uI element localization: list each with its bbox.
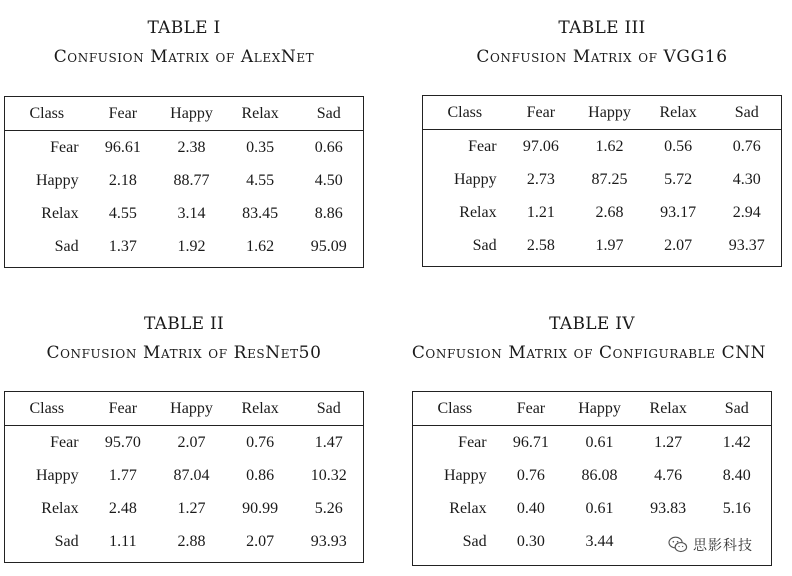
column-header: Fear (89, 97, 158, 131)
table-cell: 0.86 (246, 466, 275, 484)
table-cell: 95.09 (310, 237, 347, 255)
column-header: Happy (565, 392, 634, 426)
table-cell: 1.62 (595, 137, 624, 155)
table-cell: 10.32 (310, 466, 347, 484)
table-cell: 5.16 (722, 499, 751, 517)
table-cell: 2.73 (526, 170, 555, 188)
table-cell: 1.62 (246, 237, 275, 255)
table-cell: 3.44 (585, 532, 614, 550)
table-cell: 2.07 (664, 236, 693, 254)
table-caption: Confusion Matrix of VGG16 (476, 47, 728, 67)
table-cell: 4.50 (314, 171, 343, 189)
table-cell: 3.14 (177, 204, 206, 222)
row-class-label: Relax (41, 499, 79, 517)
table-cell: 1.47 (314, 433, 343, 451)
table-header-row (413, 392, 771, 426)
column-header: Happy (575, 96, 644, 130)
table-cell: 0.61 (585, 433, 614, 451)
table-cell: 2.18 (108, 171, 137, 189)
row-class-label: Sad (462, 532, 487, 550)
row-class-label: Relax (449, 499, 487, 517)
row-class-label: Fear (50, 433, 79, 451)
table-cell: 4.76 (654, 466, 683, 484)
table-row (5, 492, 363, 525)
table-cell: 83.45 (242, 204, 279, 222)
confusion-matrix-table (4, 391, 364, 563)
row-class-label: Fear (458, 433, 487, 451)
table-row (413, 426, 771, 460)
table-cell: 87.04 (173, 466, 210, 484)
row-class-label: Sad (54, 532, 79, 550)
table-row (423, 196, 781, 229)
table-row (423, 163, 781, 196)
table-cell: 2.48 (108, 499, 137, 517)
column-header: Relax (226, 97, 295, 131)
table-row (413, 459, 771, 492)
column-header: Relax (644, 96, 713, 130)
row-class-label: Happy (35, 466, 79, 484)
table-cell: 5.26 (314, 499, 343, 517)
table-cell: 93.93 (310, 532, 347, 550)
table-cell: 5.72 (664, 170, 693, 188)
row-class-label: Fear (468, 137, 497, 155)
table-row (5, 131, 363, 165)
table-cell: 2.07 (246, 532, 275, 550)
row-class-label: Happy (35, 171, 79, 189)
table-label: TABLE IV (549, 314, 635, 334)
table-cell: 1.21 (526, 203, 555, 221)
column-header: Fear (89, 392, 158, 426)
column-header: Sad (712, 96, 781, 130)
table-4-block (412, 312, 772, 564)
row-class-label: Fear (50, 138, 79, 156)
column-header: Sad (294, 392, 363, 426)
table-1-block (4, 16, 364, 268)
table-cell: 1.77 (108, 466, 137, 484)
column-header: Fear (497, 392, 566, 426)
table-cell: 0.66 (314, 138, 343, 156)
table-cell: 1.27 (177, 499, 206, 517)
table-cell: 1.11 (109, 532, 137, 550)
table-cell: 8.40 (722, 466, 751, 484)
table-cell: 88.77 (173, 171, 210, 189)
table-row (413, 492, 771, 525)
table-cell: 96.61 (104, 138, 141, 156)
confusion-matrix-table (4, 96, 364, 268)
table-cell: 0.76 (516, 466, 545, 484)
table-cell: 93.83 (650, 499, 687, 517)
row-class-label: Sad (472, 236, 497, 254)
column-header: Happy (157, 97, 226, 131)
table-cell: 2.88 (177, 532, 206, 550)
table-caption: Confusion Matrix of Configurable CNN (411, 343, 767, 363)
table-cell: 2.94 (732, 203, 761, 221)
table-header-row (423, 96, 781, 130)
table-cell: 1.92 (177, 237, 206, 255)
table-cell: 0.35 (246, 138, 275, 156)
table-cell: 0.40 (516, 499, 545, 517)
wechat-icon (668, 536, 688, 554)
table-cell: 0.76 (732, 137, 761, 155)
table-cell: 1.97 (595, 236, 624, 254)
table-caption: Confusion Matrix of ResNet50 (46, 343, 322, 363)
confusion-matrix-table (422, 95, 782, 267)
column-header: Relax (634, 392, 703, 426)
row-class-label: Happy (453, 170, 497, 188)
table-row (5, 426, 363, 460)
table-cell: 1.37 (108, 237, 137, 255)
table-header-row (5, 97, 363, 131)
table-label: TABLE III (558, 18, 646, 38)
table-row (5, 164, 363, 197)
table-cell: 4.55 (246, 171, 275, 189)
table-row (423, 130, 781, 164)
column-header: Class (423, 96, 507, 130)
table-cell: 2.58 (526, 236, 555, 254)
table-cell: 0.56 (664, 137, 693, 155)
column-header: Happy (157, 392, 226, 426)
table-cell: 2.68 (595, 203, 624, 221)
column-header: Sad (702, 392, 771, 426)
column-header: Sad (294, 97, 363, 131)
table-caption: Confusion Matrix of AlexNet (53, 47, 315, 67)
table-2-block (4, 312, 364, 564)
table-3-block (422, 16, 782, 268)
row-class-label: Sad (54, 237, 79, 255)
column-header: Fear (507, 96, 576, 130)
row-class-label: Relax (459, 203, 497, 221)
table-cell: 93.17 (660, 203, 697, 221)
table-cell: 1.42 (722, 433, 751, 451)
table-cell: 87.25 (591, 170, 628, 188)
watermark (664, 532, 757, 558)
table-cell: 0.30 (516, 532, 545, 550)
table-cell: 93.37 (728, 236, 765, 254)
table-cell: 8.86 (314, 204, 343, 222)
table-cell: 86.08 (581, 466, 618, 484)
table-row (5, 197, 363, 230)
table-label: TABLE I (147, 18, 221, 38)
column-header: Relax (226, 392, 295, 426)
table-row (5, 525, 363, 558)
table-cell: 90.99 (242, 499, 279, 517)
column-header: Class (5, 97, 89, 131)
table-cell: 0.76 (246, 433, 275, 451)
table-cell: 4.55 (108, 204, 137, 222)
table-cell: 2.07 (177, 433, 206, 451)
table-label: TABLE II (143, 314, 225, 334)
table-cell: 1.27 (654, 433, 683, 451)
table-cell: 2.38 (177, 138, 206, 156)
column-header: Class (5, 392, 89, 426)
row-class-label: Happy (443, 466, 487, 484)
watermark-text: 思影科技 (693, 538, 753, 554)
row-class-label: Relax (41, 204, 79, 222)
table-row (423, 229, 781, 262)
table-row (5, 230, 363, 263)
table-cell: 95.70 (104, 433, 141, 451)
table-cell: 0.61 (585, 499, 614, 517)
table-cell: 4.30 (732, 170, 761, 188)
table-header-row (5, 392, 363, 426)
table-cell: 96.71 (512, 433, 549, 451)
table-cell: 97.06 (522, 137, 559, 155)
table-row (5, 459, 363, 492)
column-header: Class (413, 392, 497, 426)
